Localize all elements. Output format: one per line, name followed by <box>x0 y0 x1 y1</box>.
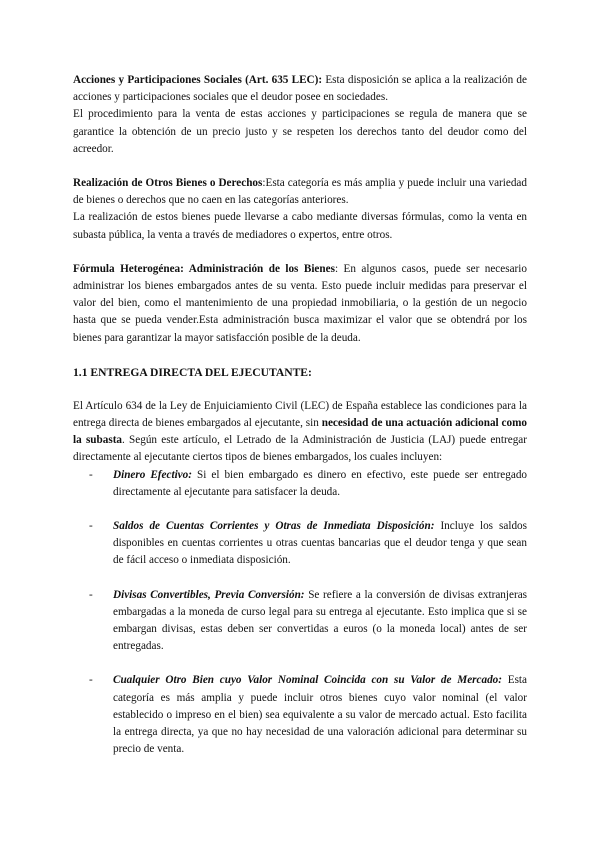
list-item-term: Saldos de Cuentas Corrientes y Otras de Inmediata Disposición: <box>113 520 435 533</box>
list-item <box>89 672 527 758</box>
paragraph-acciones-body: El procedimiento para la venta de estas acciones y participaciones se regula de manera que se garantice la obtención de un precio justo y se respeten los derechos tanto del deudor como del acreedor. <box>73 108 527 155</box>
list-dash: - <box>89 674 93 687</box>
spacer <box>73 347 527 364</box>
paragraph-otros-bienes-intro <box>73 175 527 209</box>
list-dash: - <box>89 520 93 533</box>
paragraph-acciones-intro <box>73 72 527 106</box>
section-title-acciones: Acciones y Participaciones Sociales (Art. 635 LEC): <box>73 74 323 86</box>
paragraph-otros-bienes-body: La realización de estos bienes puede llevarse a cabo mediante diversas fórmulas, como la venta en subasta pública, la venta a través de mediadores o expertos, entre otros. <box>73 211 527 241</box>
list-item-term: Dinero Efectivo: <box>113 468 192 481</box>
acciones-intro-text: Esta disposición se aplica a la realización de acciones y participaciones sociales que el deudor posee en sociedades. <box>73 74 527 104</box>
list-item-term: Divisas Convertibles, Previa Conversión: <box>113 588 305 601</box>
list-item-term: Cualquier Otro Bien cuyo Valor Nominal Coincida con su Valor de Mercado: <box>113 674 502 687</box>
list-dash: - <box>89 468 93 481</box>
paragraph-entrega-intro <box>73 398 527 467</box>
spacer <box>73 158 527 175</box>
list-item <box>89 467 528 501</box>
otros-bienes-intro-text: :Esta categoría es más amplia y puede incluir una variedad de bienes o derechos que no caen en las categorías anteriores. <box>73 177 527 207</box>
entrega-intro-emphasis: necesidad de una actuación adicional como la subasta <box>73 417 528 447</box>
section-title-formula: Fórmula Heterogénea: Administración de los Bienes <box>73 262 335 275</box>
spacer <box>73 381 527 398</box>
spacer <box>73 244 527 261</box>
paragraph-formula <box>73 261 527 347</box>
list-item <box>89 518 528 570</box>
entrega-intro-text-end: . Según este artículo, el Letrado de la Administración de Justicia (LAJ) puede entregar directamente al ejecutante ciertos tipos de bienes embargados, los cuales incluyen: <box>73 434 527 464</box>
formula-body-text: : En algunos casos, puede ser necesario administrar los bienes embargados antes de su venta. Esto puede incluir medidas para preservar el valor del bien, como el mantenimiento de una propiedad inmobiliaria, o la gestión de un negocio hasta que se pueda vender.Esta administración busca maximizar el valor que se obtendrá por los bienes para garantizar la mayor satisfacción posible de la deuda. <box>73 262 527 344</box>
list-item <box>89 587 528 656</box>
list-dash: - <box>89 588 93 601</box>
list-item-text: Esta categoría es más amplia y puede incluir otros bienes cuyo valor nominal (el valor establecido o impreso en el bien) sea equivalente a su valor de mercado actual. Esto facilita la entrega directa, ya que no hay necesidad de una valoración adicional para determinar su precio de venta. <box>113 674 527 756</box>
section-heading-entrega-directa: 1.1 ENTREGA DIRECTA DEL EJECUTANTE: <box>73 365 312 379</box>
list-item-text: Si el bien embargado es dinero en efectivo, este puede ser entregado directamente al ejecutante para satisfacer la deuda. <box>113 468 528 498</box>
entrega-items-list <box>73 467 527 759</box>
entrega-intro-text-start: El Artículo 634 de la Ley de Enjuiciamiento Civil (LEC) de España establece las condiciones para la entrega directa de bienes embargados al ejecutante, sin <box>73 399 527 430</box>
section-title-otros-bienes: Realización de Otros Bienes o Derechos <box>73 177 263 190</box>
list-item-text: Se refiere a la conversión de divisas extranjeras embargadas a la moneda de curso legal para su entrega al ejecutante. Esto implica que si se embargan divisas, estas deben ser convertidas a euros (o la moneda local) antes de ser entregadas. <box>113 588 528 653</box>
list-item-text: Incluye los saldos disponibles en cuentas corrientes u otras cuentas bancarias que el deudor tenga y que sean de fácil acceso o inmediata disposición. <box>113 520 528 567</box>
